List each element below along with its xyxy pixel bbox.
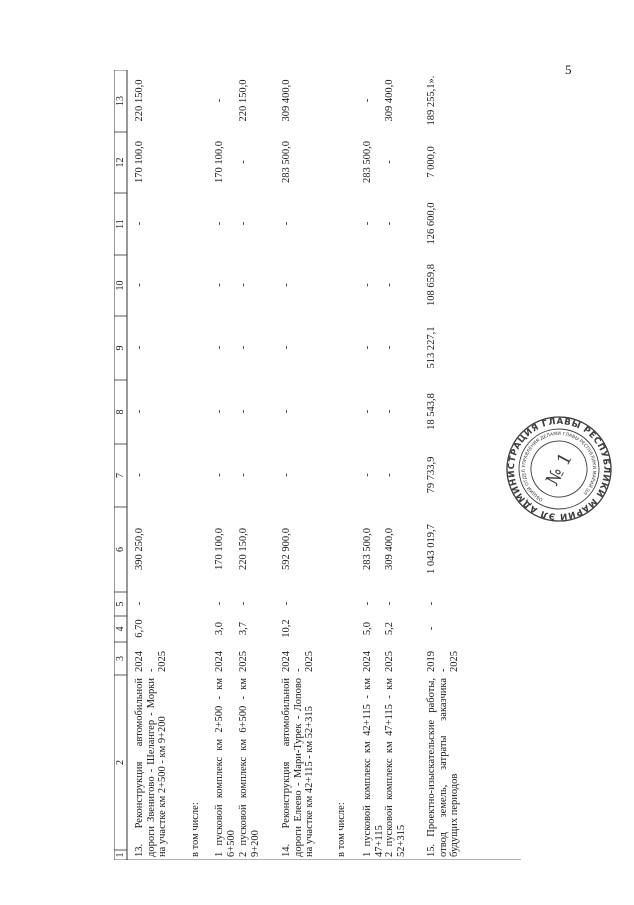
cell-c13: 220 150,0 [134, 79, 145, 122]
cell-c10: - [281, 283, 292, 287]
cell-len: 6,70 [134, 619, 145, 638]
cell-c11: - [281, 221, 292, 226]
column-header-1: 1 [115, 852, 126, 858]
cell-c13: - [214, 98, 225, 103]
column-header-13: 13 [115, 96, 126, 106]
cell-years: 2024 - 2025 [134, 651, 168, 672]
cell-len: 3,0 [214, 621, 225, 636]
cell-c12: 283 500,0 [281, 141, 292, 183]
cell-c8: - [281, 409, 292, 414]
cell-c8: - [384, 409, 395, 414]
cell-years: 2024 [362, 651, 373, 672]
cell-c13: - [362, 98, 373, 103]
cell-c9: - [281, 345, 292, 350]
cell-c8: - [214, 409, 225, 414]
cell-c9: 513 227,1 [426, 326, 437, 369]
cell-len: 10,2 [281, 619, 292, 638]
column-header-12: 12 [115, 157, 126, 168]
cell-c5: - [134, 601, 145, 606]
column-header-3: 3 [115, 656, 126, 661]
cell-c13: 309 400,0 [281, 79, 292, 122]
cell-c5: - [362, 601, 373, 606]
row-label: 13. Реконструкция автомобильной дороги Звениговo - Шелангер - Морки на участке км 2+500 - км 9+200 [134, 678, 168, 857]
cell-c8: - [362, 409, 373, 414]
cell-years: 2025 [238, 651, 249, 672]
cell-c11: - [134, 221, 145, 226]
row-label: в том числе: [336, 802, 347, 857]
cell-c6: 309 400,0 [384, 528, 395, 570]
cell-c9: - [214, 345, 225, 350]
row-label: в том числе: [190, 802, 201, 857]
cell-c12: 170 100,0 [214, 141, 225, 183]
cell-c11: - [214, 221, 225, 226]
cell-c8: - [134, 409, 145, 414]
seal-outer-text: АДМИНИСТРАЦИЯ ГЛАВЫ РЕСПУБЛИКИ МАРИЙ ЭЛ [506, 416, 612, 522]
cell-c9: - [238, 345, 249, 350]
seal-inner-text: ОБЩИЙ ОТДЕЛ УПРАВЛЕНИЯ ДЕЛАМИ ГЛАВЫ РЕСПУБЛИКИ МАРИЙ ЭЛ [521, 431, 597, 502]
cell-c10: 108 659,8 [426, 264, 437, 306]
row-label: 15. Проектно-изыскательские работы, отвод земель, затраты заказчика будущих периодов [426, 678, 460, 857]
cell-c10: - [384, 283, 395, 287]
cell-c6: 390 250,0 [134, 528, 145, 570]
cell-c7: - [214, 473, 225, 477]
cell-c7: 79 733,9 [426, 456, 437, 494]
cell-c5: - [426, 601, 437, 606]
cell-len: 5,0 [362, 621, 373, 636]
column-header-7: 7 [115, 473, 126, 478]
row-label: 14. Реконструкция автомобильной дороги Елеево - Мари-Турек - Лопово на участке км 42+115 - км 52+315 [281, 678, 315, 857]
cell-years: 2019 - 2025 [426, 651, 460, 672]
cell-c9: - [362, 345, 373, 350]
cell-c5: - [281, 601, 292, 606]
cell-c11: 126 600,0 [426, 202, 437, 245]
cell-c5: - [238, 601, 249, 606]
row-label: 1 пусковой комплекс км 42+115 - км 47+115 [362, 678, 385, 857]
cell-c13: 189 255,1». [426, 75, 437, 126]
cell-c13: 309 400,0 [384, 79, 395, 122]
cell-c6: 283 500,0 [362, 528, 373, 570]
cell-c6: 592 900,0 [281, 528, 292, 570]
column-header-6: 6 [115, 547, 126, 552]
column-header-10: 10 [115, 280, 126, 291]
cell-c13: 220 150,0 [238, 79, 249, 122]
cell-c10: - [362, 283, 373, 287]
column-header-2: 2 [115, 760, 126, 765]
cell-years: 2024 - 2025 [281, 651, 315, 672]
row-label: 2 пусковой комплекс км 47+115 - км 52+315 [384, 678, 407, 857]
cell-len: 3,7 [238, 621, 249, 636]
cell-len: 5,2 [384, 621, 395, 636]
row-label: 1 пусковой комплекс км 2+500 - км 6+500 [214, 678, 237, 857]
cell-c12: - [384, 160, 395, 164]
cell-c10: - [238, 283, 249, 287]
cell-c5: - [214, 601, 225, 606]
cell-c12: 170 100,0 [134, 141, 145, 183]
cell-c7: - [384, 473, 395, 477]
cell-c5: - [384, 601, 395, 606]
rotated-table [114, 70, 521, 860]
cell-c11: - [362, 221, 373, 226]
cell-c8: 18 543,8 [426, 393, 437, 430]
cell-c9: - [384, 345, 395, 350]
column-header-8: 8 [115, 409, 126, 415]
page-number: 5 [565, 62, 572, 77]
cell-c12: 7 000,0 [426, 146, 437, 178]
cell-c11: - [238, 221, 249, 226]
cell-years: 2024 [214, 651, 225, 672]
column-header-4: 4 [115, 626, 126, 632]
cell-c8: - [238, 409, 249, 414]
cell-c7: - [362, 473, 373, 477]
cell-c9: - [134, 345, 145, 350]
cell-c7: - [281, 473, 292, 477]
cell-c7: - [134, 473, 145, 477]
cell-c6: 1 043 019,7 [426, 524, 437, 574]
column-header-5: 5 [115, 601, 126, 607]
cell-c7: - [238, 473, 249, 477]
column-header-9: 9 [115, 345, 126, 351]
cell-c6: 170 100,0 [214, 528, 225, 570]
cell-c6: 220 150,0 [238, 528, 249, 570]
row-label: 2 пусковой комплекс км 6+500 - км 9+200 [238, 678, 261, 857]
cell-years: 2025 [384, 651, 395, 672]
seal-center-number: № 1 [542, 449, 577, 490]
cell-c10: - [134, 283, 145, 287]
cell-c11: - [384, 221, 395, 226]
official-seal-stamp [505, 415, 613, 523]
cell-c12: 283 500,0 [362, 141, 373, 183]
column-header-11: 11 [115, 219, 126, 229]
cell-len: - [426, 626, 437, 631]
cell-c10: - [214, 283, 225, 287]
cell-c12: - [238, 160, 249, 164]
